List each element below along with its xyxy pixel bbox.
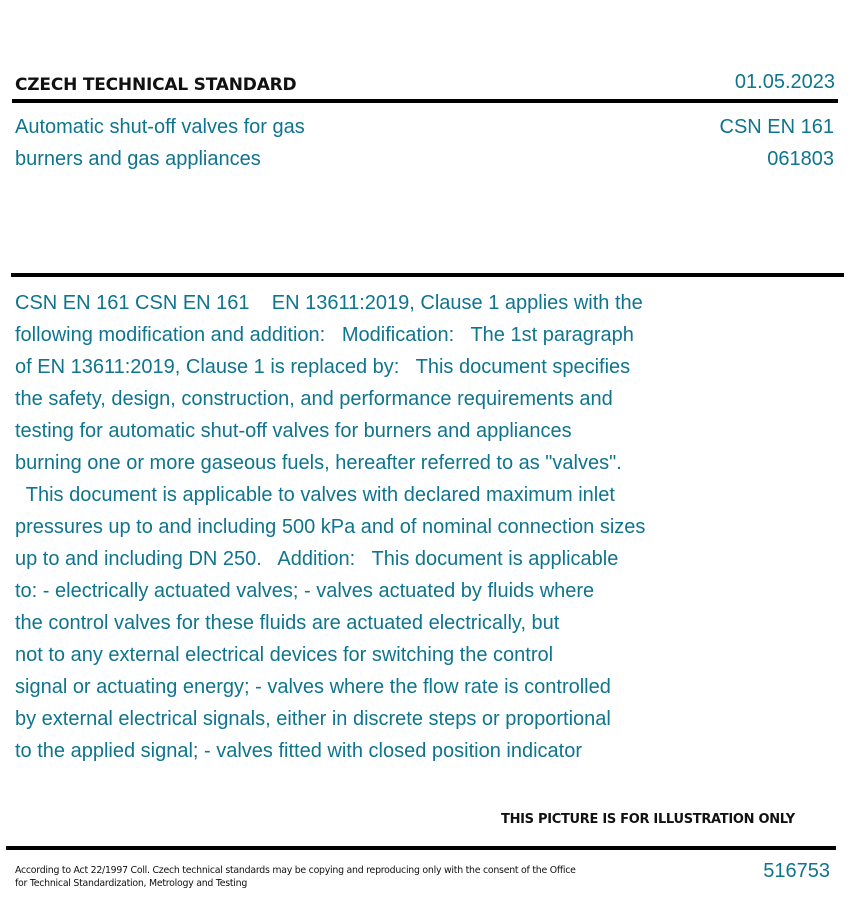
body-line: pressures up to and including 500 kPa and of nominal connection sizes: [15, 516, 646, 538]
standard-code: CSN EN 161: [719, 116, 834, 138]
body-line: testing for automatic shut-off valves for burners and appliances: [15, 420, 572, 442]
footer-divider: [6, 846, 836, 850]
catalog-number: 516753: [763, 860, 830, 882]
body-line: This document is applicable to valves with declared maximum inlet: [15, 484, 615, 506]
classification-number: 061803: [767, 148, 834, 170]
body-line: burning one or more gaseous fuels, hereafter referred to as "valves".: [15, 452, 622, 474]
body-line: the control valves for these fluids are actuated electrically, but: [15, 612, 560, 634]
body-line: signal or actuating energy; - valves where the flow rate is controlled: [15, 676, 611, 698]
title-divider: [11, 273, 844, 277]
body-line: not to any external electrical devices for switching the control: [15, 644, 554, 666]
standard-title-line-1: Automatic shut-off valves for gas: [15, 116, 305, 138]
copyright-notice: [15, 864, 576, 890]
body-line: to: - electrically actuated valves; - valves actuated by fluids where: [15, 580, 595, 602]
body-line: to the applied signal; - valves fitted with closed position indicator: [15, 740, 582, 762]
publication-date: 01.05.2023: [734, 71, 835, 93]
standard-title-line-2: burners and gas appliances: [15, 148, 261, 170]
copyright-notice-line-2: for Technical Standardization, Metrology and Testing: [15, 878, 248, 889]
body-line: CSN EN 161 CSN EN 161 EN 13611:2019, Clause 1 applies with the: [15, 292, 643, 314]
body-line: the safety, design, construction, and performance requirements and: [15, 388, 613, 410]
document-type-heading: CZECH TECHNICAL STANDARD: [15, 75, 297, 95]
illustration-disclaimer: THIS PICTURE IS FOR ILLUSTRATION ONLY: [501, 812, 795, 827]
body-line: following modification and addition: Modification: The 1st paragraph: [15, 324, 634, 346]
body-line: up to and including DN 250. Addition: This document is applicable: [15, 548, 619, 570]
body-line: of EN 13611:2019, Clause 1 is replaced by: This document specifies: [15, 356, 631, 378]
body-line: by external electrical signals, either in discrete steps or proportional: [15, 708, 611, 730]
header-divider: [12, 99, 838, 103]
copyright-notice-line-1: According to Act 22/1997 Coll. Czech technical standards may be copying and reproducing only with the consent of the Office: [15, 865, 576, 876]
